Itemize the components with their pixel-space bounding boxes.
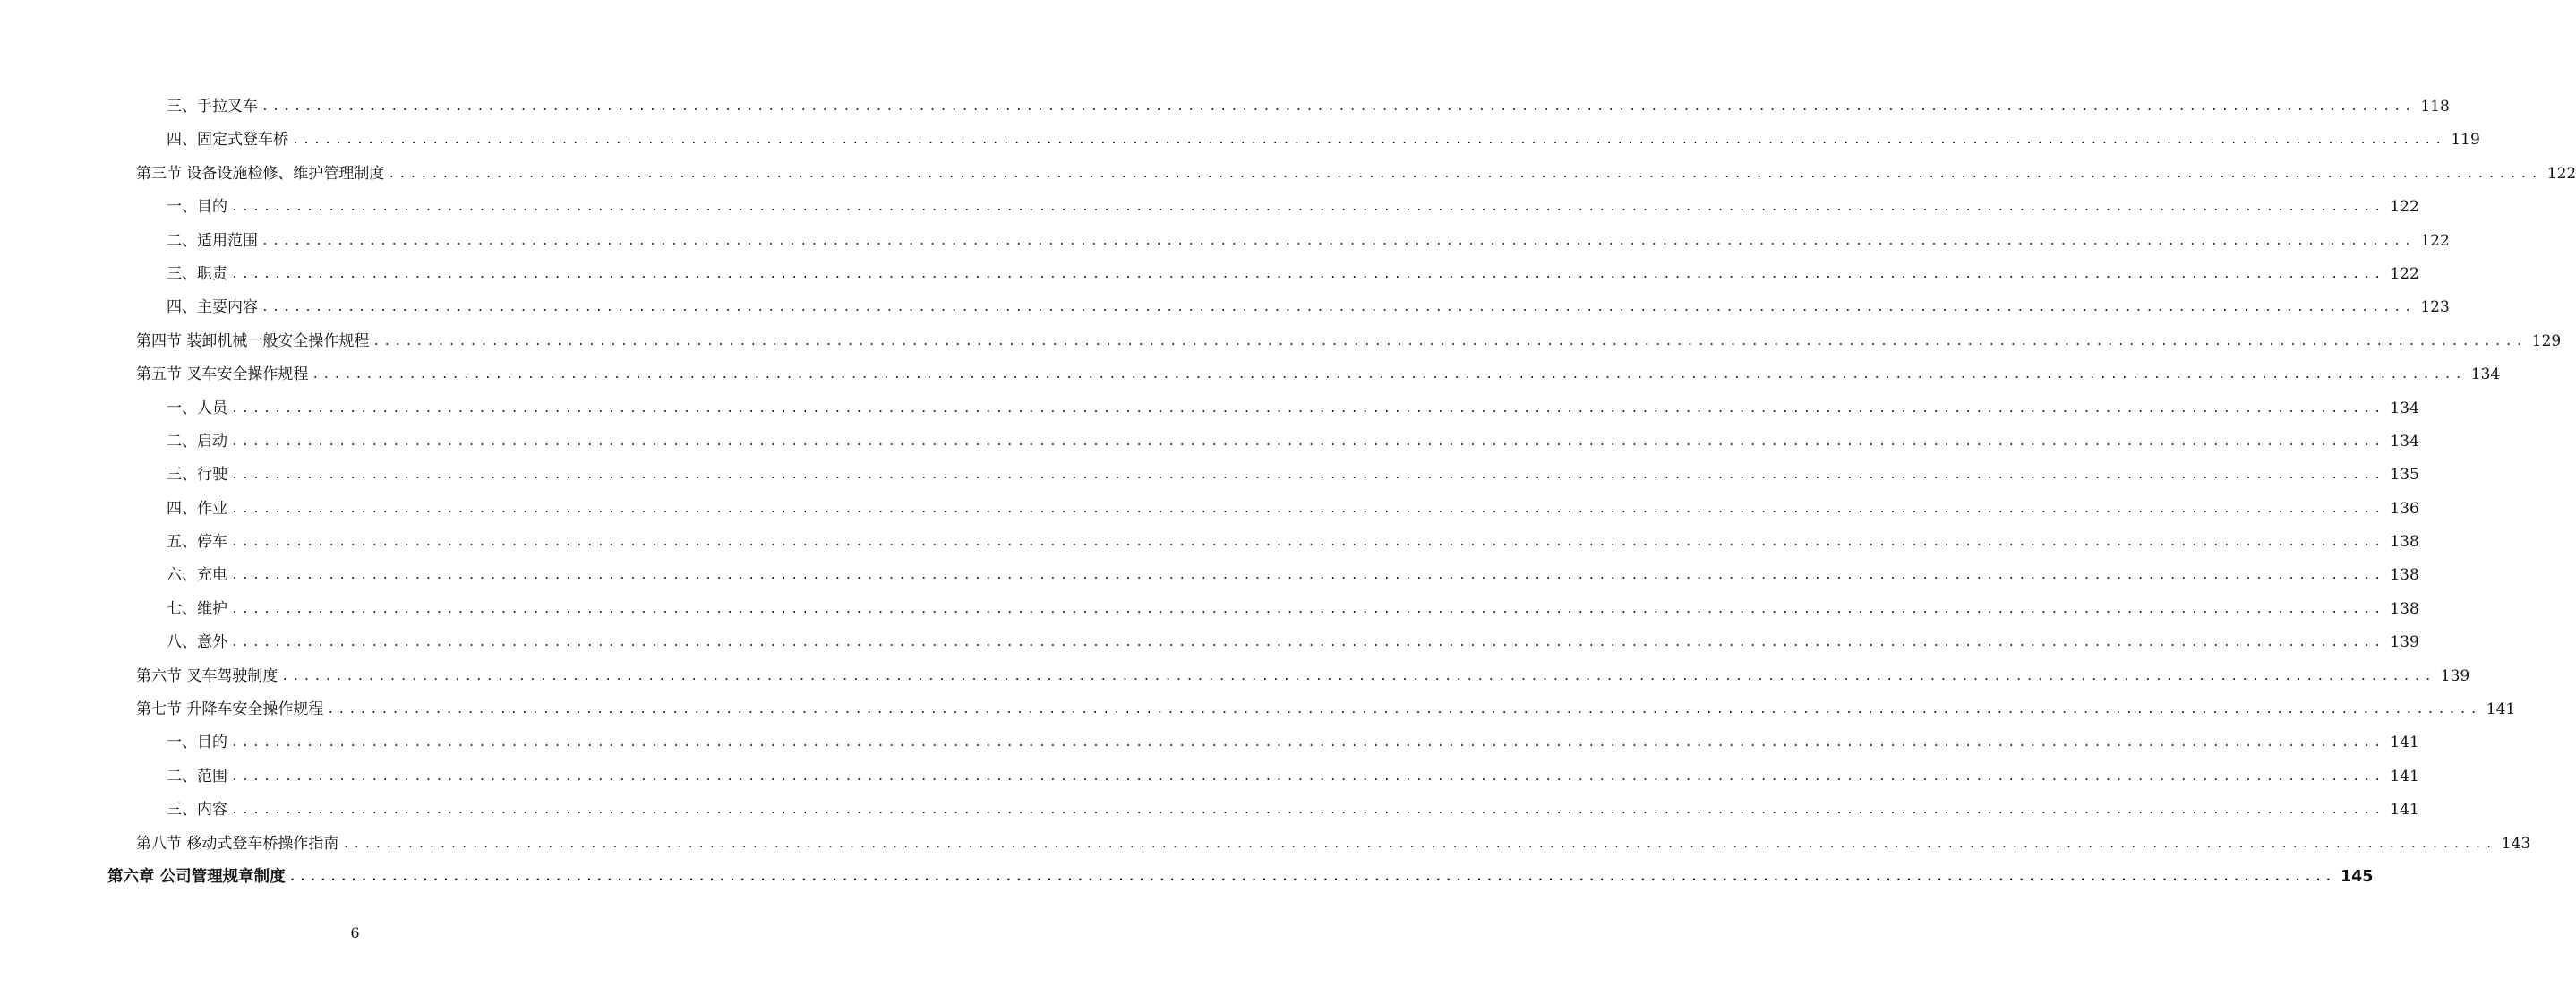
toc-section-entry[interactable] <box>0 660 2470 693</box>
toc-entry-page: 141 <box>2390 734 2419 752</box>
page-number: 6 <box>350 924 360 941</box>
toc-dot-leader: ........................................................................................................................................................................................................ <box>288 870 2335 884</box>
toc-entry-page: 119 <box>2451 131 2480 150</box>
toc-subsection-entry[interactable] <box>0 459 2419 492</box>
toc-entry-page: 118 <box>2420 98 2450 116</box>
toc-entry-page: 129 <box>2531 331 2562 350</box>
toc-dot-leader: ........................................................................................................................................................................................................ <box>231 602 2385 616</box>
toc-dot-leader: ........................................................................................................................................................................................................ <box>231 736 2385 751</box>
toc-dot-leader: ........................................................................................................................................................................................................ <box>312 368 2466 382</box>
toc-entry-label: 第三节 设备设施检修、维护管理制度 <box>136 164 385 183</box>
toc-dot-leader: ........................................................................................................................................................................................................ <box>231 468 2385 483</box>
toc-entry-page: 141 <box>2390 767 2419 786</box>
toc-dot-leader: ........................................................................................................................................................................................................ <box>342 837 2496 851</box>
toc-dot-leader: ........................................................................................................................................................................................................ <box>231 434 2385 449</box>
toc-entry-label: 第七节 升降车安全操作规程 <box>136 700 324 719</box>
toc-dot-leader: ........................................................................................................................................................................................................ <box>231 536 2385 550</box>
toc-subsection-entry[interactable] <box>0 90 2450 124</box>
toc-entry-label: 第六节 叉车驾驶制度 <box>136 666 278 685</box>
toc-dot-leader: ........................................................................................................................................................................................................ <box>231 401 2385 416</box>
toc-entry-label: 一、目的 <box>167 198 227 217</box>
toc-subsection-entry[interactable] <box>0 258 2419 291</box>
toc-entry-page: 139 <box>2440 666 2470 685</box>
table-of-contents <box>0 90 2576 894</box>
toc-entry-label: 三、内容 <box>167 801 227 820</box>
toc-subsection-entry[interactable] <box>0 559 2419 592</box>
toc-subsection-entry[interactable] <box>0 760 2419 794</box>
toc-entry-page: 138 <box>2390 566 2419 585</box>
toc-entry-label: 三、手拉叉车 <box>167 98 258 116</box>
toc-dot-leader: ........................................................................................................................................................................................................ <box>231 636 2385 650</box>
toc-entry-label: 八、意外 <box>167 633 227 652</box>
toc-dot-leader: ........................................................................................................................................................................................................ <box>292 133 2446 148</box>
toc-subsection-entry[interactable] <box>0 526 2419 559</box>
toc-dot-leader: ........................................................................................................................................................................................................ <box>261 234 2416 248</box>
toc-dot-leader: ........................................................................................................................................................................................................ <box>261 301 2416 315</box>
toc-subsection-entry[interactable] <box>0 124 2480 157</box>
toc-entry-label: 第四节 装卸机械一般安全操作规程 <box>136 331 370 350</box>
toc-section-entry[interactable] <box>0 325 2562 358</box>
toc-section-entry[interactable] <box>0 693 2516 726</box>
toc-entry-label: 四、作业 <box>167 499 227 518</box>
toc-subsection-entry[interactable] <box>0 225 2450 258</box>
toc-dot-leader: ........................................................................................................................................................................................................ <box>231 267 2385 281</box>
toc-dot-leader: ........................................................................................................................................................................................................ <box>372 334 2527 348</box>
toc-entry-page: 135 <box>2390 466 2419 485</box>
toc-entry-page: 141 <box>2486 700 2516 719</box>
toc-subsection-entry[interactable] <box>0 593 2419 626</box>
toc-subsection-entry[interactable] <box>0 392 2419 425</box>
toc-entry-label: 四、固定式登车桥 <box>167 131 288 150</box>
toc-dot-leader: ........................................................................................................................................................................................................ <box>231 803 2385 818</box>
toc-entry-page: 123 <box>2420 298 2450 317</box>
toc-entry-page: 122 <box>2420 231 2450 250</box>
toc-subsection-entry[interactable] <box>0 726 2419 760</box>
toc-entry-page: 138 <box>2390 533 2419 552</box>
toc-entry-label: 第八节 移动式登车桥操作指南 <box>136 834 339 853</box>
toc-entry-label: 一、目的 <box>167 734 227 752</box>
toc-entry-label: 七、维护 <box>167 599 227 618</box>
toc-chapter-entry[interactable] <box>0 861 2374 894</box>
toc-entry-label: 二、适用范围 <box>167 231 258 250</box>
toc-entry-page: 138 <box>2390 599 2419 618</box>
toc-entry-page: 143 <box>2501 834 2531 853</box>
toc-entry-label: 二、启动 <box>167 432 227 451</box>
toc-dot-leader: ........................................................................................................................................................................................................ <box>231 201 2385 215</box>
toc-subsection-entry[interactable] <box>0 425 2419 459</box>
toc-subsection-entry[interactable] <box>0 794 2419 827</box>
toc-entry-label: 第六章 公司管理规章制度 <box>107 867 286 886</box>
toc-dot-leader: ........................................................................................................................................................................................................ <box>281 669 2435 683</box>
toc-entry-page: 122 <box>2546 164 2576 183</box>
toc-dot-leader: ........................................................................................................................................................................................................ <box>261 100 2416 114</box>
toc-entry-page: 139 <box>2390 633 2419 652</box>
toc-entry-label: 三、行驶 <box>167 466 227 485</box>
toc-dot-leader: ........................................................................................................................................................................................................ <box>327 703 2481 717</box>
toc-dot-leader: ........................................................................................................................................................................................................ <box>231 769 2385 784</box>
toc-subsection-entry[interactable] <box>0 626 2419 659</box>
toc-entry-page: 122 <box>2390 198 2419 217</box>
toc-subsection-entry[interactable] <box>0 291 2450 324</box>
toc-entry-page: 145 <box>2340 867 2374 886</box>
toc-entry-label: 第五节 叉车安全操作规程 <box>136 365 309 384</box>
toc-entry-label: 四、主要内容 <box>167 298 258 317</box>
toc-section-entry[interactable] <box>0 828 2531 861</box>
toc-entry-page: 134 <box>2470 365 2501 384</box>
toc-entry-label: 一、人员 <box>167 399 227 417</box>
toc-section-entry[interactable] <box>0 358 2501 391</box>
toc-dot-leader: ........................................................................................................................................................................................................ <box>231 569 2385 583</box>
toc-entry-page: 141 <box>2390 801 2419 820</box>
toc-entry-page: 136 <box>2390 499 2419 518</box>
toc-entry-page: 122 <box>2390 264 2419 283</box>
toc-section-entry[interactable] <box>0 158 2576 191</box>
toc-entry-label: 五、停车 <box>167 533 227 552</box>
toc-entry-label: 六、充电 <box>167 566 227 585</box>
toc-entry-label: 三、职责 <box>167 264 227 283</box>
toc-entry-page: 134 <box>2390 399 2419 417</box>
toc-subsection-entry[interactable] <box>0 191 2419 224</box>
toc-dot-leader: ........................................................................................................................................................................................................ <box>231 502 2385 516</box>
toc-subsection-entry[interactable] <box>0 493 2419 526</box>
toc-entry-page: 134 <box>2390 432 2419 451</box>
toc-entry-label: 二、范围 <box>167 767 227 786</box>
toc-dot-leader: ........................................................................................................................................................................................................ <box>388 167 2542 181</box>
